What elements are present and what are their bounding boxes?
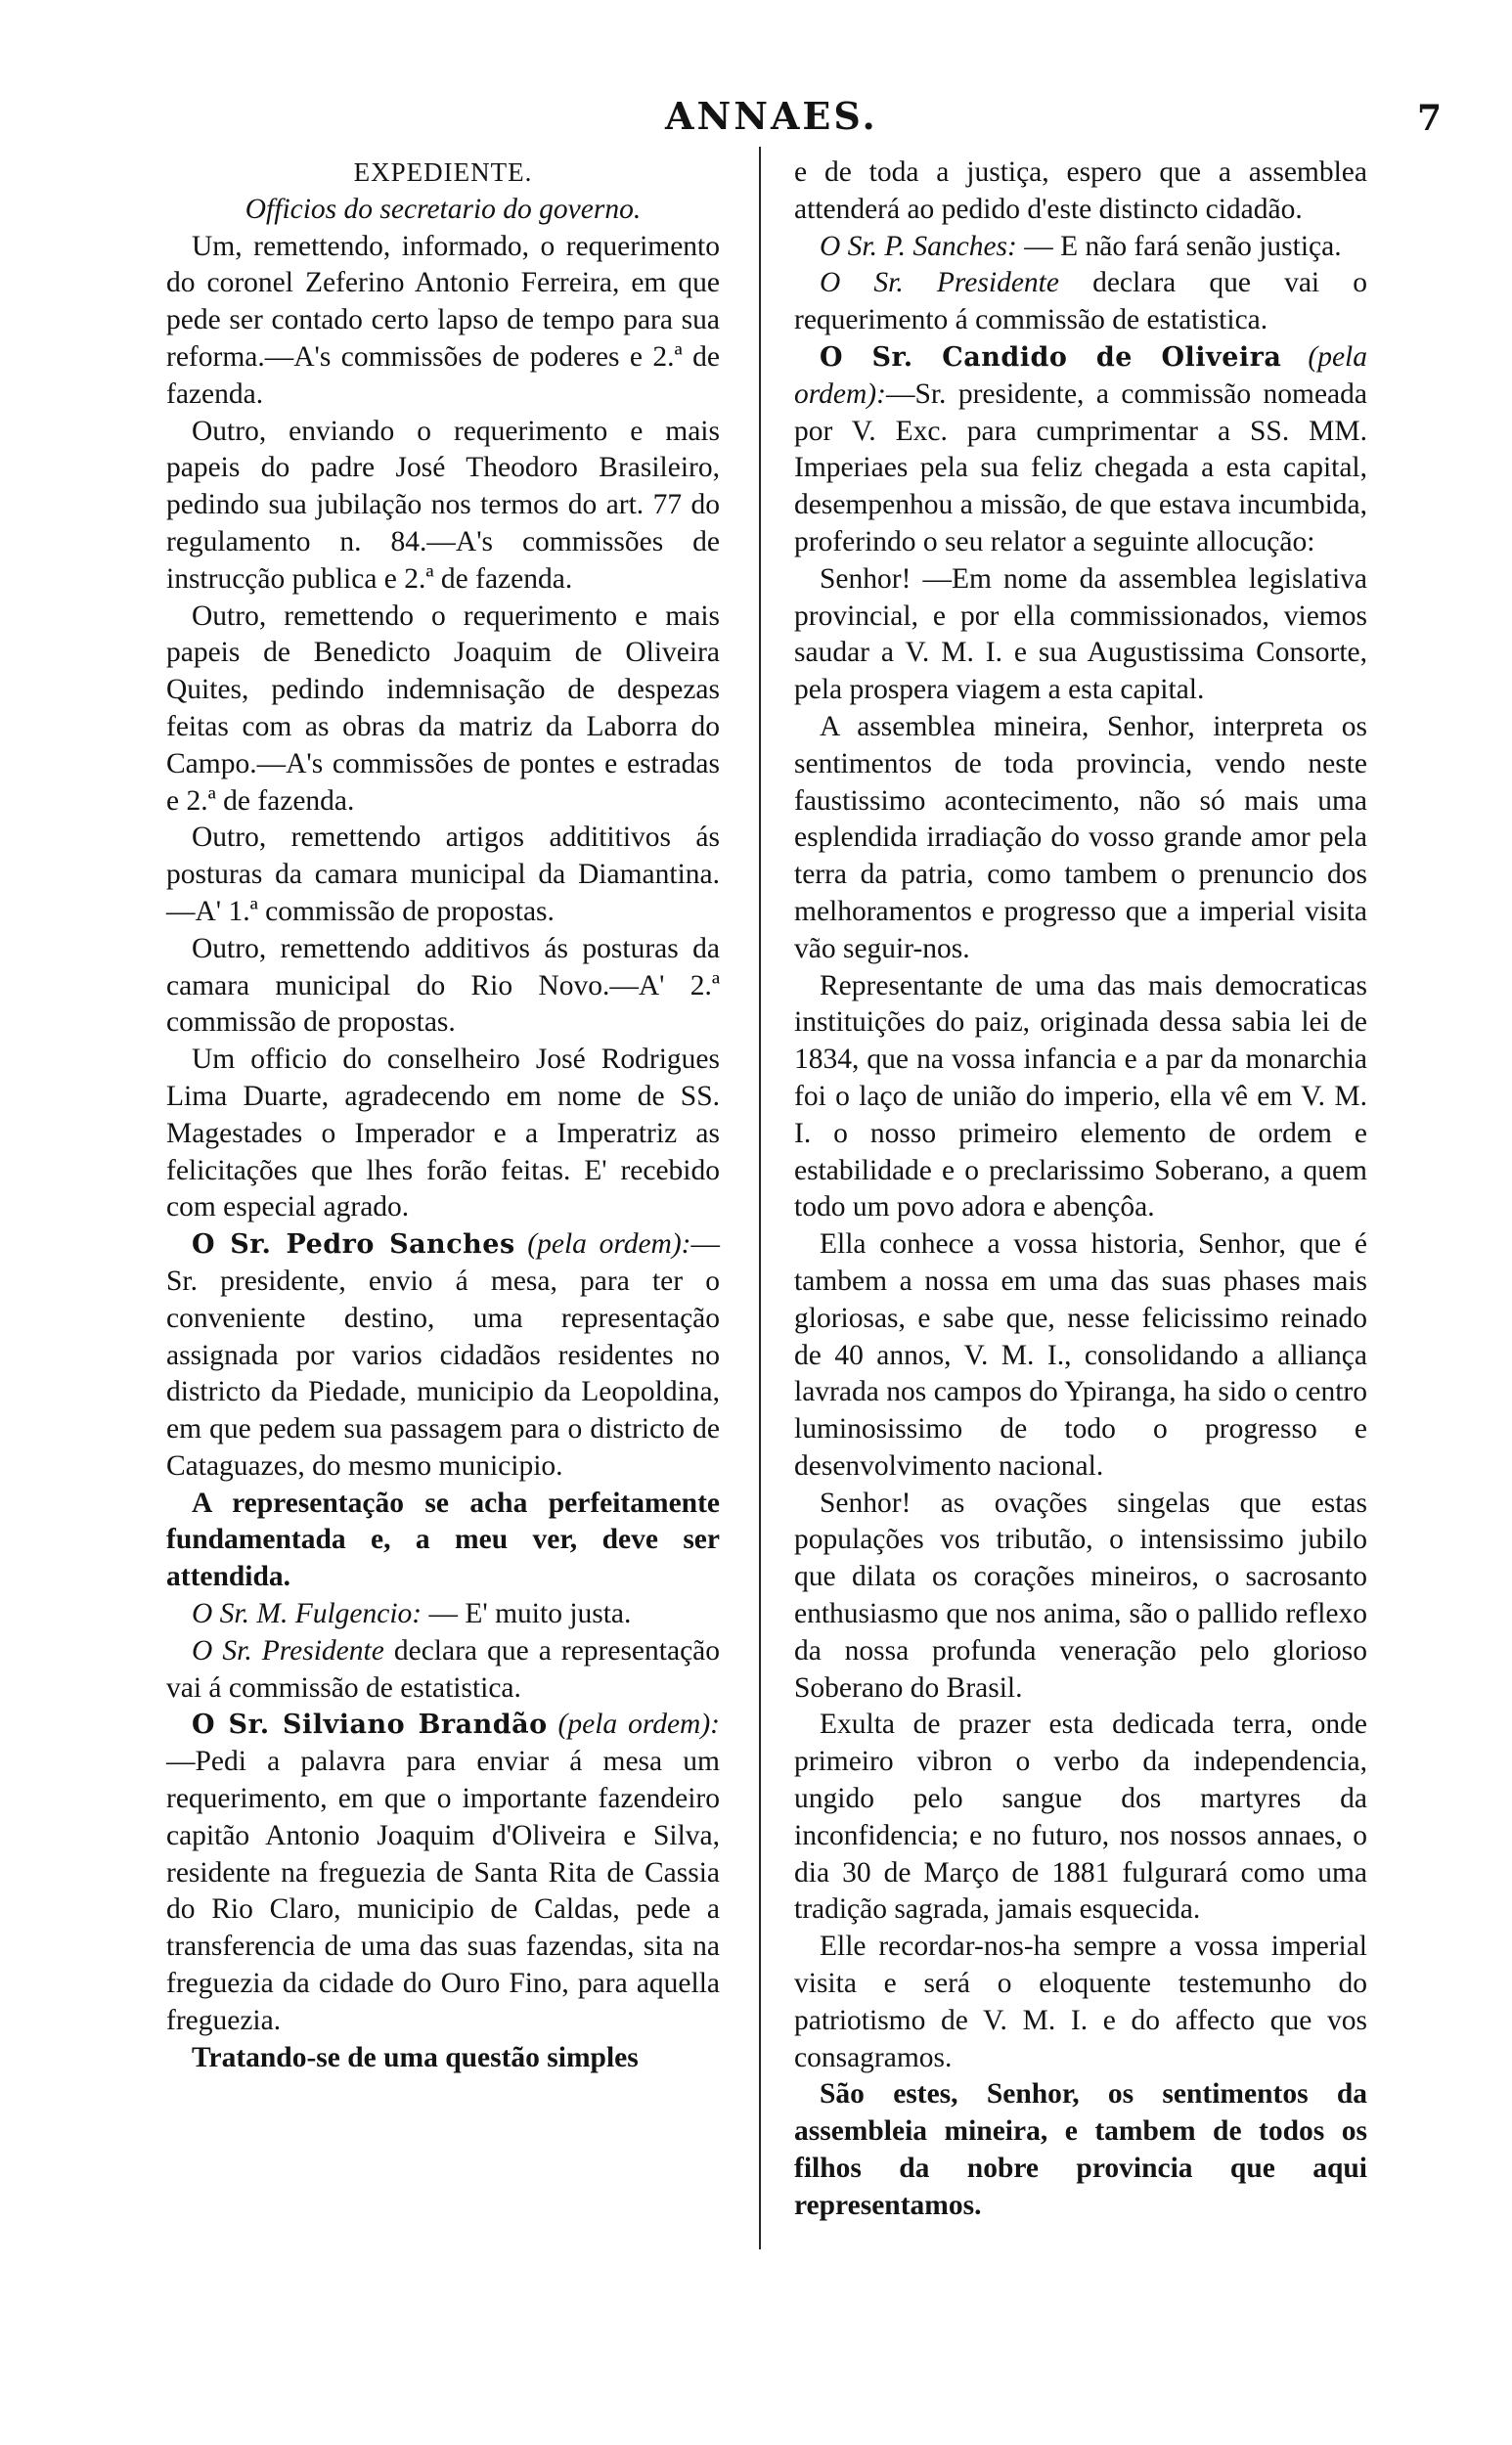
speech-tag: (pela ordem):: [527, 1228, 691, 1261]
paragraph: e de toda a justiça, espero que a assemblea attenderá ao pedido d'este distincto cidadão.: [794, 156, 1367, 225]
paragraph: Ella conhece a vossa historia, Senhor, que é tambem a nossa em uma das suas phases mais gloriosas, e sabe que, nesse felicissimo reinado de 40 annos, V. M. I., consolidando a alliança lavrada nos campos do Ypiranga, ha sido o centro luminosissimo de todo o progresso e desenvolvimento nacional.: [794, 1228, 1367, 1482]
speech-text: — E' muito justa.: [428, 1598, 632, 1630]
paragraph: Um officio do conselheiro José Rodrigues Lima Duarte, agradecendo em nome de SS. Magestades o Imperador e a Imperatriz as felicitações que lhes forão feitas. E' recebido com especial agrado.: [166, 1044, 720, 1223]
paragraph: Outro, remettendo additivos ás posturas da camara municipal do Rio Novo.—A' 2.ª commissão de propostas.: [166, 932, 720, 1039]
paragraph: Exulta de prazer esta dedicada terra, onde primeiro vibron o verbo da independencia, ungido pelo sangue dos martyres da inconfidencia; e no futuro, nos nossos annaes, o dia 30 de Março de 1881 fulgurará como uma tradição sagrada, jamais esquecida.: [794, 1709, 1367, 1926]
paragraph: Outro, enviando o requerimento e mais papeis do padre José Theodoro Brasileiro, pedindo sua jubilação nos termos do art. 77 do regulamento n. 84.—A's commissões de instrucção publica e 2.ª de fazenda.: [166, 415, 720, 595]
running-head: ANNAES.: [665, 94, 878, 138]
speech-tag: (pela ordem):: [557, 1709, 721, 1741]
speaker-name: O Sr. Presidente: [820, 267, 1059, 299]
paragraph: Outro, remettendo o requerimento e mais papeis de Benedicto Joaquim de Oliveira Quites, pedindo indemnisação de despezas feitas com as obras da matriz da Laborra do Campo.—A's commissões de pontes e estradas e 2.ª de fazenda.: [166, 600, 720, 817]
paragraph: Elle recordar-nos-ha sempre a vossa imperial visita e será o eloquente testemunho do patriotismo de V. M. I. e do affecto que vos consagramos.: [794, 1931, 1367, 2073]
speech: [794, 339, 1367, 561]
paragraph: Senhor! as ovações singelas que estas populações vos tributão, o intensissimo jubilo que dilata os corações mineiros, o sacrosanto enthusiasmo que nos anima, são o pallido reflexo da nossa profunda veneração pelo glorioso Soberano do Brasil.: [794, 1487, 1367, 1704]
section-title: EXPEDIENTE.: [353, 157, 533, 187]
paragraph-bold: A representação se acha perfeitamente fundamentada e, a meu ver, deve ser attendida.: [166, 1487, 720, 1593]
left-column: [166, 155, 720, 2076]
speech: [166, 1707, 720, 2039]
paragraph: Senhor! —Em nome da assemblea legislativa provincial, e por ella commissionados, viemos saudar a V. M. I. e sua Augustissima Consorte, pela prospera viagem a esta capital.: [794, 562, 1367, 706]
speech-tag: (pela ordem):: [794, 340, 1368, 410]
speaker-name: O Sr. Silviano Brandão: [192, 1710, 548, 1741]
paragraph: Representante de uma das mais democraticas instituições do paiz, originada dessa sabia lei de 1834, que na vossa infancia e a par da monarchia foi o laço de união do imperio, ella vê em V. M. I. o nosso primeiro elemento de ordem e estabilidade e o preclarissimo Soberano, a quem todo um povo adora e abençôa.: [794, 969, 1367, 1223]
right-column: [794, 155, 1367, 2225]
column-divider: [759, 147, 761, 2249]
speaker-name: O Sr. Pedro Sanches: [192, 1229, 515, 1261]
speech-text: declara que a representação vai á commissão de estatistica.: [166, 1634, 721, 1704]
speech-text: declara que vai o requerimento á commissão de estatistica.: [794, 267, 1368, 336]
speaker-name: O Sr. P. Sanches:: [820, 230, 1017, 262]
paragraph: Outro, remettendo artigos addititivos ás posturas da camara municipal da Diamantina.—A' 1.ª commissão de propostas.: [166, 822, 720, 927]
section-subtitle: Officios do secretario do governo.: [245, 193, 642, 225]
speaker-name: O Sr. Candido de Oliveira: [820, 341, 1282, 373]
speech-text: —Sr. presidente, a commissão nomeada por V. Exc. para cumprimentar a SS. MM. Imperiaes pela sua feliz chegada a esta capital, desempenhou a missão, de que estava incumbida, proferindo o seu relator a seguinte allocução:: [794, 378, 1367, 557]
speaker-name: O Sr. Presidente: [192, 1634, 384, 1667]
speech-text: — E não fará senão justiça.: [1024, 230, 1342, 262]
speech: [166, 1226, 720, 1486]
paragraph: Um, remettendo, informado, o requerimento do coronel Zeferino Antonio Ferreira, em que pede ser contado certo lapso de tempo para sua reforma.—A's commissões de poderes e 2.ª de fazenda.: [166, 230, 720, 410]
speech-text: —Pedi a palavra para enviar á mesa um requerimento, em que o importante fazendeiro capitão Antonio Joaquim d'Oliveira e Silva, residente na freguezia de Santa Rita de Cassia do Rio Claro, municipio de Caldas, pede a transferencia de uma das suas fazendas, sita na freguezia da cidade do Ouro Fino, para aquella freguezia.: [166, 1746, 720, 2036]
speech: [166, 1633, 720, 1708]
speaker-name: O Sr. M. Fulgencio:: [192, 1598, 422, 1630]
speech-text: —Sr. presidente, envio á mesa, para ter o conveniente destino, uma representação assignada por varios cidadãos residentes no districto da Piedade, municipio da Leopoldina, em que pedem sua passagem para o districto de Cataguazes, do mesmo municipio.: [166, 1228, 720, 1482]
page-number: 7: [1416, 98, 1442, 139]
paragraph-continued: Tratando-se de uma questão simples: [192, 2041, 639, 2073]
speech: [166, 1596, 720, 1633]
paragraph-bold: São estes, Senhor, os sentimentos da assembleia mineira, e tambem de todos os filhos da nobre provincia que aqui representamos.: [794, 2078, 1367, 2221]
paragraph: A assemblea mineira, Senhor, interpreta os sentimentos de toda provincia, vendo neste faustissimo acontecimento, não só mais uma esplendida irradiação do vosso grande amor pela terra da patria, como tambem o prenuncio dos melhoramentos e progresso que a imperial visita vão seguir-nos.: [794, 710, 1367, 964]
speech: [794, 229, 1367, 266]
speech: [794, 265, 1367, 339]
